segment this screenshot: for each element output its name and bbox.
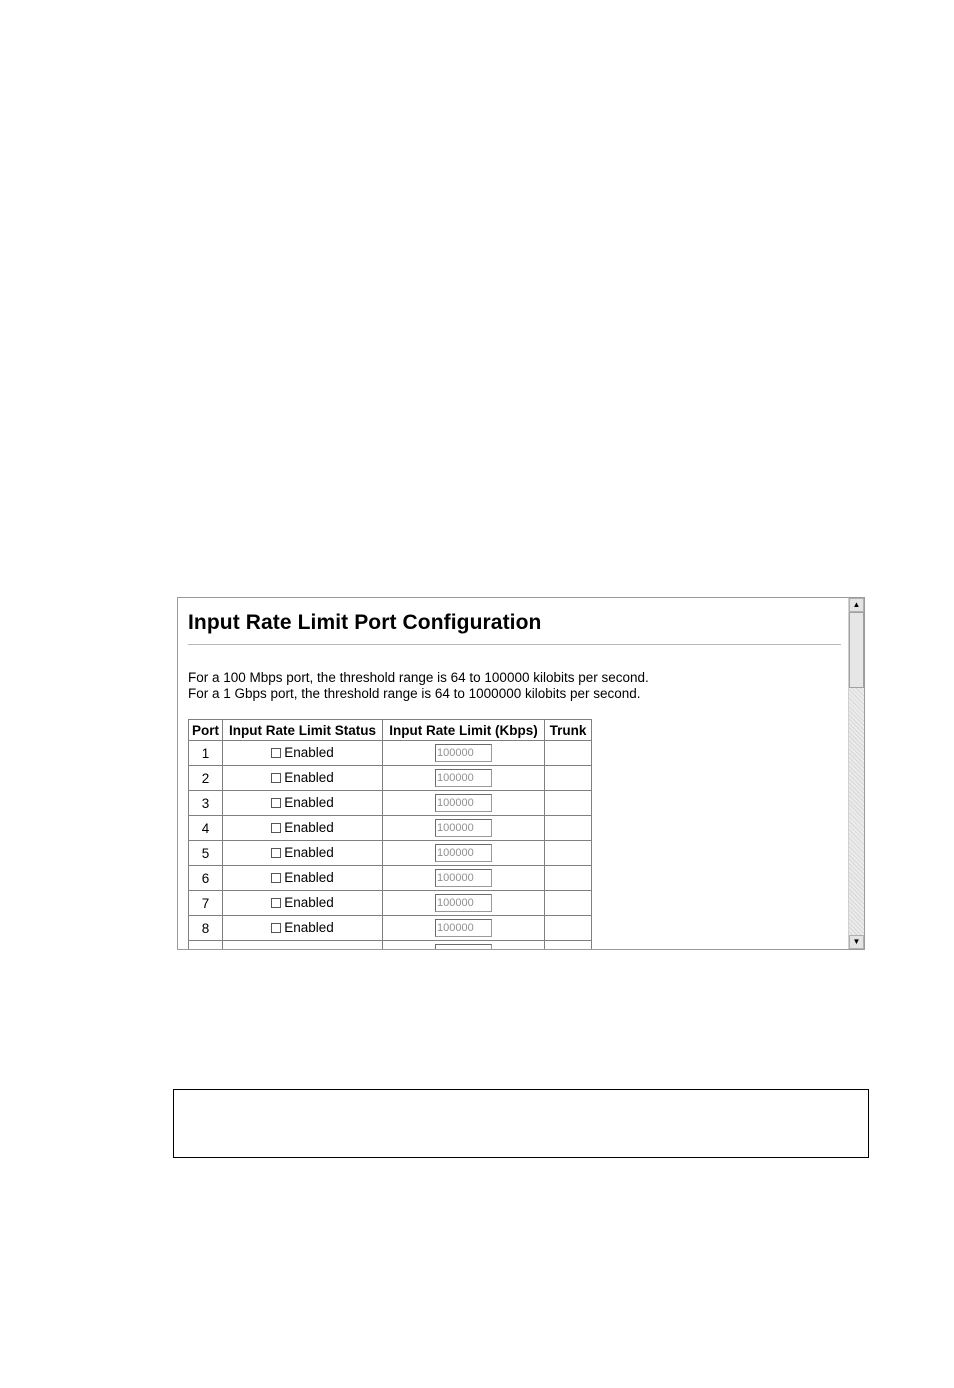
checkbox-unchecked-icon[interactable] xyxy=(271,823,281,833)
limit-cell xyxy=(383,766,545,791)
rate-limit-input[interactable] xyxy=(435,869,492,887)
status-cell xyxy=(223,866,383,891)
limit-cell xyxy=(383,916,545,941)
status-cell xyxy=(223,916,383,941)
rate-limit-input[interactable] xyxy=(435,819,492,837)
checkbox-unchecked-icon[interactable] xyxy=(271,923,281,933)
enabled-checkbox[interactable] xyxy=(271,770,334,785)
status-cell xyxy=(223,891,383,916)
enabled-checkbox[interactable] xyxy=(271,820,334,835)
header-status: Input Rate Limit Status xyxy=(223,720,383,741)
status-cell xyxy=(223,766,383,791)
table-row xyxy=(189,791,592,816)
enabled-checkbox[interactable] xyxy=(271,795,334,810)
checkbox-unchecked-icon[interactable] xyxy=(271,848,281,858)
enabled-checkbox[interactable] xyxy=(271,870,334,885)
rate-limit-input[interactable] xyxy=(435,844,492,862)
table-header-row xyxy=(189,720,592,741)
page-title: Input Rate Limit Port Configuration xyxy=(188,611,542,634)
enabled-label: Enabled xyxy=(284,895,334,911)
table-row xyxy=(189,816,592,841)
trunk-cell xyxy=(545,766,592,791)
limit-cell xyxy=(383,866,545,891)
limit-cell xyxy=(383,891,545,916)
table-row xyxy=(189,741,592,766)
table-row xyxy=(189,841,592,866)
checkbox-unchecked-icon[interactable] xyxy=(271,873,281,883)
trunk-cell xyxy=(545,791,592,816)
trunk-cell xyxy=(545,741,592,766)
port-number: 2 xyxy=(189,766,223,791)
status-cell xyxy=(223,941,383,950)
port-number: 5 xyxy=(189,841,223,866)
status-cell xyxy=(223,816,383,841)
enabled-label: Enabled xyxy=(284,845,334,861)
trunk-cell xyxy=(545,891,592,916)
enabled-label: Enabled xyxy=(284,870,334,886)
browser-screenshot xyxy=(177,597,865,950)
enabled-checkbox[interactable] xyxy=(271,745,334,760)
enabled-label: Enabled xyxy=(284,920,334,936)
port-number: 7 xyxy=(189,891,223,916)
limit-cell xyxy=(383,816,545,841)
checkbox-unchecked-icon[interactable] xyxy=(271,773,281,783)
description-line-2: For a 1 Gbps port, the threshold range is 64 to 1000000 kilobits per second. xyxy=(188,686,641,701)
trunk-cell xyxy=(545,916,592,941)
table-body xyxy=(189,741,592,950)
port-number: 3 xyxy=(189,791,223,816)
table-row xyxy=(189,916,592,941)
limit-cell xyxy=(383,791,545,816)
table-row xyxy=(189,891,592,916)
enabled-label: Enabled xyxy=(284,745,334,761)
rate-limit-input[interactable] xyxy=(435,769,492,787)
header-trunk: Trunk xyxy=(545,720,592,741)
enabled-checkbox[interactable] xyxy=(271,895,334,910)
port-number: 1 xyxy=(189,741,223,766)
header-limit: Input Rate Limit (Kbps) xyxy=(383,720,545,741)
page-viewport xyxy=(178,598,849,949)
trunk-cell xyxy=(545,941,592,950)
port-number: 6 xyxy=(189,866,223,891)
limit-cell xyxy=(383,741,545,766)
table-row xyxy=(189,766,592,791)
enabled-checkbox[interactable] xyxy=(271,845,334,860)
port-number xyxy=(189,941,223,950)
table-row xyxy=(189,866,592,891)
table-row xyxy=(189,941,592,950)
status-cell xyxy=(223,841,383,866)
scroll-up-icon[interactable]: ▲ xyxy=(849,598,864,612)
header-port: Port xyxy=(189,720,223,741)
empty-note-box xyxy=(173,1089,869,1158)
rate-limit-input[interactable] xyxy=(435,744,492,762)
rate-limit-input[interactable] xyxy=(435,894,492,912)
limit-cell xyxy=(383,841,545,866)
trunk-cell xyxy=(545,816,592,841)
status-cell xyxy=(223,791,383,816)
rate-limit-table xyxy=(188,719,592,949)
title-divider xyxy=(188,644,841,645)
enabled-label: Enabled xyxy=(284,770,334,786)
rate-limit-input[interactable] xyxy=(435,794,492,812)
scroll-down-icon[interactable]: ▼ xyxy=(849,935,864,949)
rate-limit-input[interactable] xyxy=(435,944,492,949)
scrollbar-thumb[interactable] xyxy=(849,612,864,688)
port-number: 4 xyxy=(189,816,223,841)
trunk-cell xyxy=(545,841,592,866)
checkbox-unchecked-icon[interactable] xyxy=(271,898,281,908)
port-number: 8 xyxy=(189,916,223,941)
enabled-label: Enabled xyxy=(284,795,334,811)
rate-limit-input[interactable] xyxy=(435,919,492,937)
limit-cell xyxy=(383,941,545,950)
enabled-label: Enabled xyxy=(284,820,334,836)
enabled-checkbox[interactable] xyxy=(271,920,334,935)
checkbox-unchecked-icon[interactable] xyxy=(271,748,281,758)
trunk-cell xyxy=(545,866,592,891)
status-cell xyxy=(223,741,383,766)
vertical-scrollbar[interactable] xyxy=(848,598,864,949)
checkbox-unchecked-icon[interactable] xyxy=(271,798,281,808)
description-line-1: For a 100 Mbps port, the threshold range is 64 to 100000 kilobits per second. xyxy=(188,670,649,685)
